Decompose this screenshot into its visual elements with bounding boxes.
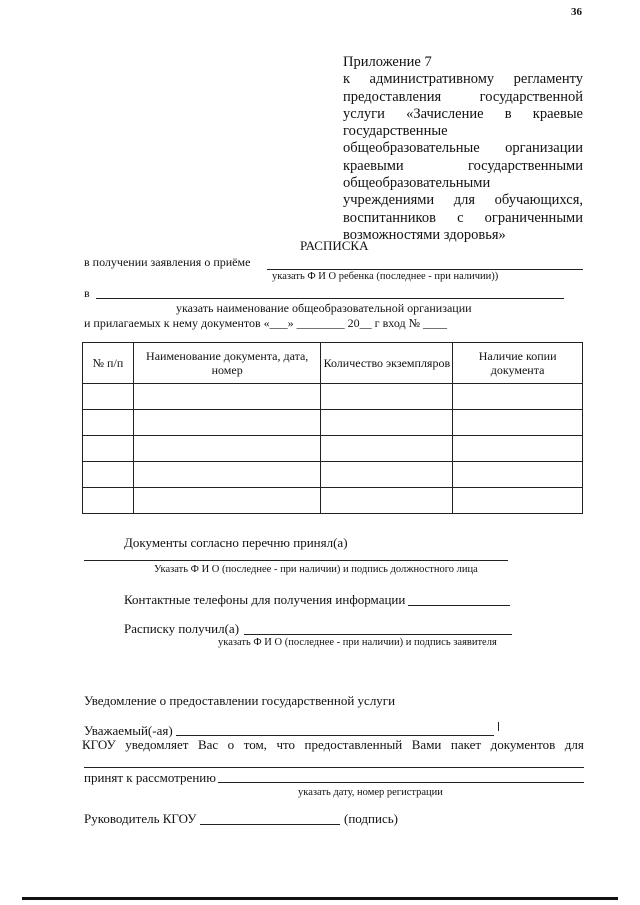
notice-word: том, [243,737,267,752]
notice-word: Вас [197,737,219,752]
table-header-row [83,343,583,384]
appendix-block [343,54,583,244]
page-number: 36 [571,6,582,18]
table-cell[interactable] [321,410,453,436]
table-cell[interactable] [453,436,583,462]
accepted-label: Документы согласно перечню принял(а) [124,535,348,550]
table-cell[interactable] [321,462,453,488]
notice-word: Вами [411,737,442,752]
receipt-line2-label: в [84,286,90,300]
table-cell[interactable] [83,488,134,514]
notice-sentence [82,737,584,753]
table-header-copy: Наличие копии документа [453,343,583,384]
notice-word: КГОУ [82,737,116,752]
official-signature-field[interactable] [84,560,508,561]
organization-hint: указать наименование общеобразовательной организации [176,301,472,315]
appendix-title: Приложение 7 [343,54,432,70]
applicant-signature-field[interactable] [244,634,512,635]
appendix-text: к административному регламенту предоставления государственной услуги «Зачисление в краевые государственные общеобразовательные организации краевыми государственными общеобразовательными учреждениями для обучающихся, воспитанников с ограниченными возможностями здоровья» [343,71,583,243]
receipt-title: РАСПИСКА [300,238,369,253]
receipt-line1-label: в получении заявления о приёме [84,255,251,269]
notice-word: что [276,737,296,752]
table-header-document: Наименование документа, дата, номер [133,343,321,384]
table-cell[interactable] [453,410,583,436]
accepted-for-review-label: принят к рассмотрению [84,770,216,785]
official-hint: Указать Ф И О (последнее - при наличии) и подпись должностного лица [154,564,478,575]
notice-greeting: Уважаемый(-ая) [84,723,173,738]
table-row [83,488,583,514]
addressee-field[interactable] [176,735,494,736]
table-cell[interactable] [133,410,321,436]
table-row [83,384,583,410]
head-signature-field[interactable] [200,824,340,825]
registration-hint: указать дату, номер регистрации [298,787,443,798]
organization-field[interactable] [96,298,564,299]
table-cell[interactable] [83,462,134,488]
head-label: Руководитель КГОУ [84,811,197,826]
notice-word: о [227,737,235,752]
scan-edge-bar [22,897,618,900]
documents-table [82,342,583,514]
table-row [83,462,583,488]
notice-word: уведомляет [125,737,189,752]
table-cell[interactable] [133,462,321,488]
table-header-number: № п/п [83,343,134,384]
table-cell[interactable] [453,488,583,514]
signature-label: (подпись) [344,811,398,826]
table-header-quantity: Количество экземпляров [321,343,453,384]
table-cell[interactable] [133,488,321,514]
applicant-hint: указать Ф И О (последнее - при наличии) и подпись заявителя [218,637,497,648]
child-name-hint: указать Ф И О ребенка (последнее - при наличии)) [272,271,499,282]
notice-title: Уведомление о предоставлении государственной услуги [84,693,396,708]
documents-line: и прилагаемых к нему документов «___» ________ 20__ г вход № ____ [84,316,448,330]
notice-word: для [564,737,584,752]
table-cell[interactable] [133,436,321,462]
table-cell[interactable] [83,436,134,462]
table-row [83,410,583,436]
notice-word: пакет [450,737,482,752]
table-cell[interactable] [321,436,453,462]
phones-field[interactable] [408,605,510,606]
table-row [83,436,583,462]
table-cell[interactable] [453,462,583,488]
table-cell[interactable] [133,384,321,410]
table-cell[interactable] [83,384,134,410]
tick-mark [498,722,499,731]
notice-continuation-line[interactable] [84,767,584,768]
notice-word: предоставленный [304,737,403,752]
table-cell[interactable] [321,488,453,514]
phones-label: Контактные телефоны для получения информации [124,592,406,607]
received-label: Расписку получил(а) [124,621,240,636]
table-cell[interactable] [453,384,583,410]
registration-field[interactable] [218,782,584,783]
table-cell[interactable] [83,410,134,436]
notice-word: документов [490,737,556,752]
table-cell[interactable] [321,384,453,410]
child-name-field[interactable] [267,269,583,270]
